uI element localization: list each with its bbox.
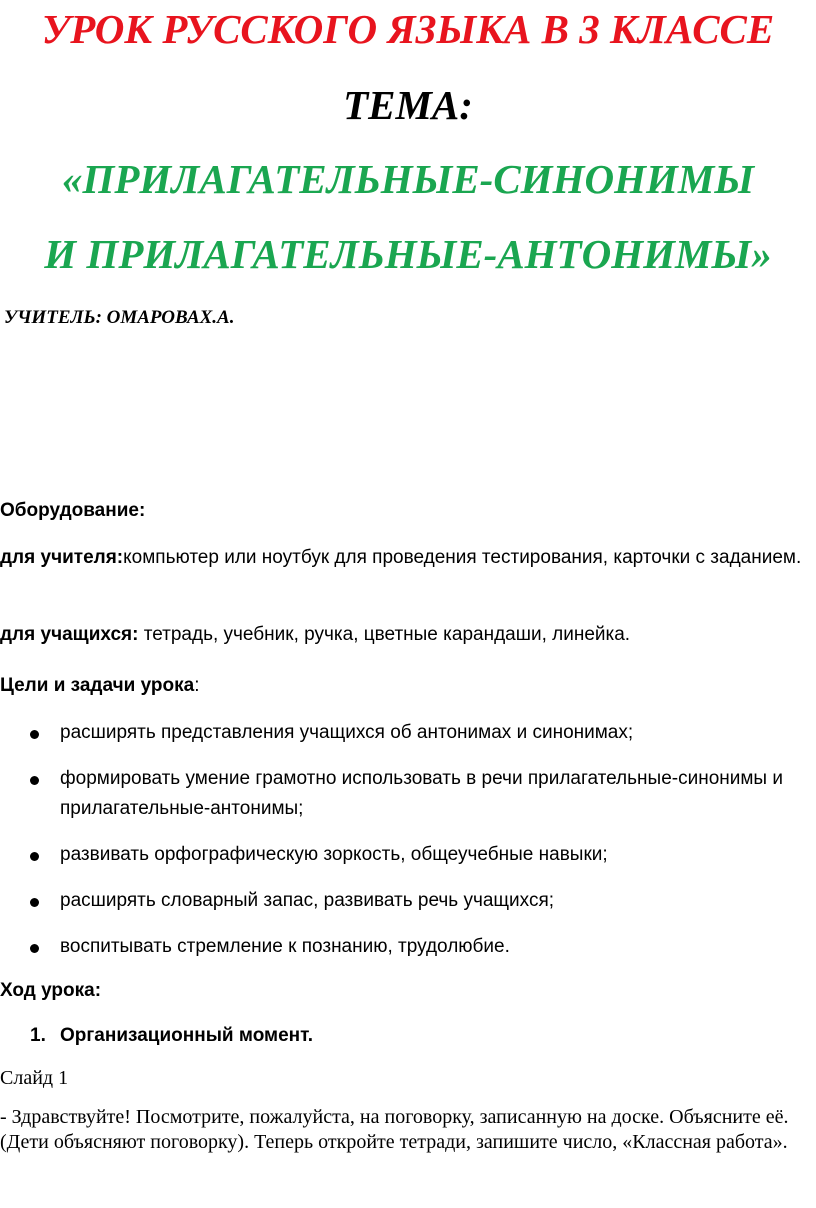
goals-heading-label: Цели и задачи урока [0,675,195,696]
step-title: Организационный момент. [60,1025,314,1046]
teacher-name: УЧИТЕЛЬ: ОМАРОВАХ.А. [4,307,235,328]
equipment-students-label: для учащихся: [0,624,139,645]
slide-label: Слайд 1 [0,1067,69,1089]
step-number: 1. [30,1025,46,1046]
goals-list [0,718,816,974]
theme-line-1: «ПРИЛАГАТЕЛЬНЫЕ-СИНОНИМЫ [61,156,755,202]
list-item [0,764,816,824]
equipment-teacher-text: компьютер или ноутбук для проведения тестирования, карточки с заданием. [123,547,802,568]
theme-label: ТЕМА: [343,82,473,128]
lesson-paragraph: - Здравствуйте! Посмотрите, пожалуйста, на поговорку, записанную на доске. Объясните её. (Дети объясняют поговорку). Теперь откройте тетради, запишите число, «Классная работа». [0,1106,789,1153]
bullet-icon [30,852,39,861]
equipment-students-text: тетрадь, учебник, ручка, цветные карандаши, линейка. [138,624,631,645]
lesson-progress-heading: Ход урока: [0,980,102,1001]
goal-text: формировать умение грамотно использовать в речи прилагательные-синонимы и прилагательные-антонимы; [60,768,783,819]
list-item [0,718,816,748]
goal-text: развивать орфографическую зоркость, общеучебные навыки; [60,844,608,865]
goals-heading [0,671,812,701]
equipment-students [0,620,812,650]
theme-line-2: И ПРИЛАГАТЕЛЬНЫЕ-АНТОНИМЫ» [44,231,772,277]
goal-text: расширять представления учащихся об антонимах и синонимах; [60,722,634,743]
goals-heading-colon: : [194,675,200,696]
equipment-heading: Оборудование: [0,500,146,521]
list-item [0,840,816,870]
bullet-icon [30,898,39,907]
equipment-teacher [0,543,812,573]
step-organizational [30,1021,313,1051]
list-item [0,932,816,962]
bullet-icon [30,776,39,785]
goal-text: воспитывать стремление к познанию, трудолюбие. [60,936,510,957]
bullet-icon [30,944,39,953]
lesson-title: УРОК РУССКОГО ЯЗЫКА В 3 КЛАССЕ [41,6,775,52]
equipment-teacher-label: для учителя: [0,547,124,568]
list-item [0,886,816,916]
goal-text: расширять словарный запас, развивать речь учащихся; [60,890,555,911]
bullet-icon [30,730,39,739]
